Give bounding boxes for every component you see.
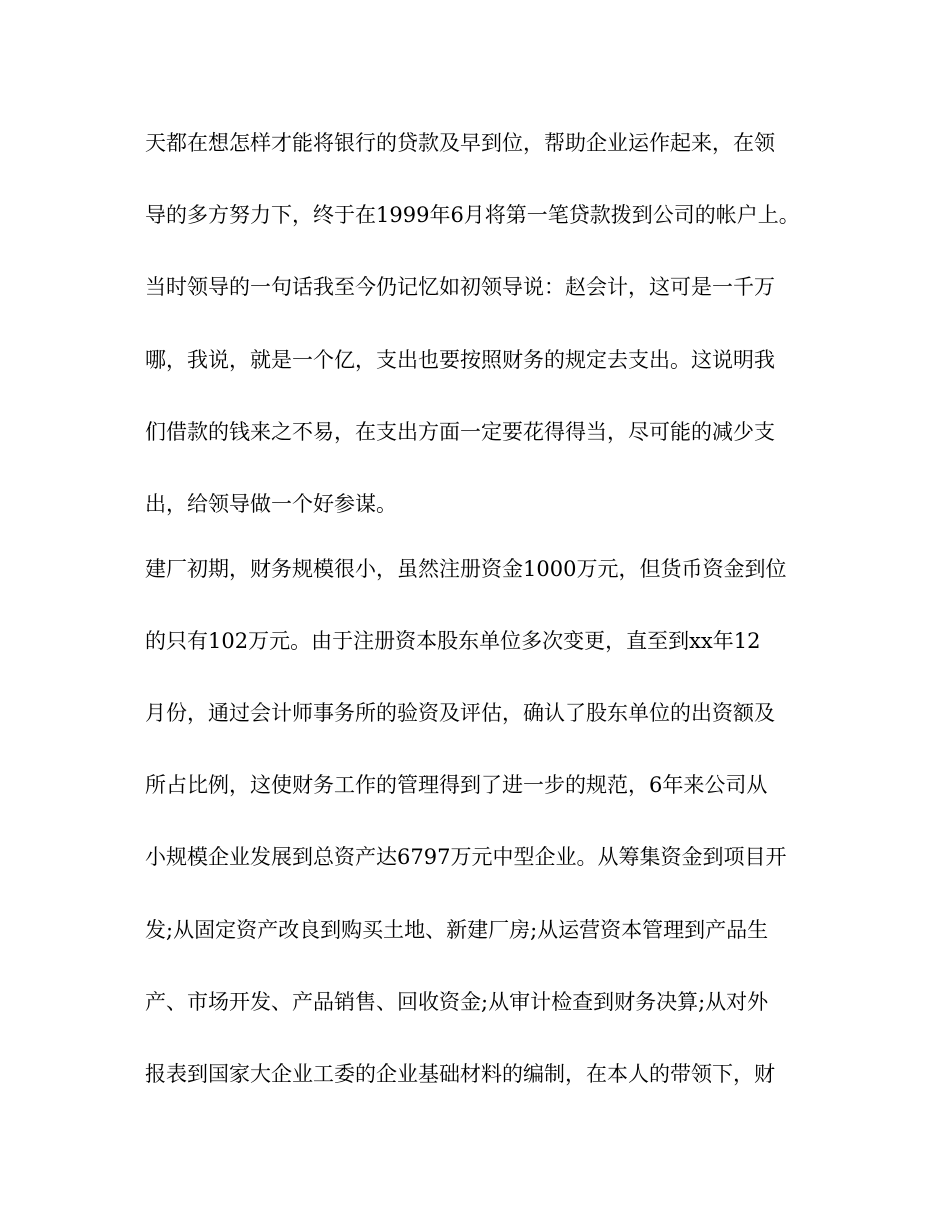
text-line: 的只有102万元。由于注册资本股东单位多次变更，直至到xx年12 bbox=[145, 629, 761, 653]
text-line: 所占比例，这使财务工作的管理得到了进一步的规范，6年来公司从 bbox=[145, 773, 768, 797]
text-line: 报表到国家大企业工委的企业基础材料的编制，在本人的带领下，财 bbox=[145, 1062, 775, 1086]
text-line: 天都在想怎样才能将银行的贷款及早到位，帮助企业运作起来，在领 bbox=[145, 131, 775, 155]
text-line: 出，给领导做一个好参谋。 bbox=[145, 492, 397, 516]
text-line: 发;从固定资产改良到购买土地、新建厂房;从运营资本管理到产品生 bbox=[145, 918, 769, 942]
text-line: 导的多方努力下，终于在1999年6月将第一笔贷款拨到公司的帐户上。 bbox=[145, 203, 800, 227]
text-line: 建厂初期，财务规模很小，虽然注册资金1000万元，但货币资金到位 bbox=[145, 557, 787, 581]
text-line: 产、市场开发、产品销售、回收资金;从审计检查到财务决算;从对外 bbox=[145, 990, 769, 1014]
text-line: 哪，我说，就是一个亿，支出也要按照财务的规定去支出。这说明我 bbox=[145, 348, 775, 372]
text-line: 当时领导的一句话我至今仍记忆如初领导说：赵会计，这可是一千万 bbox=[145, 275, 775, 299]
text-line: 月份，通过会计师事务所的验资及评估，确认了股东单位的出资额及 bbox=[145, 701, 775, 725]
text-line: 们借款的钱来之不易，在支出方面一定要花得得当，尽可能的减少支 bbox=[145, 420, 775, 444]
text-line: 小规模企业发展到总资产达6797万元中型企业。从筹集资金到项目开 bbox=[145, 845, 787, 869]
